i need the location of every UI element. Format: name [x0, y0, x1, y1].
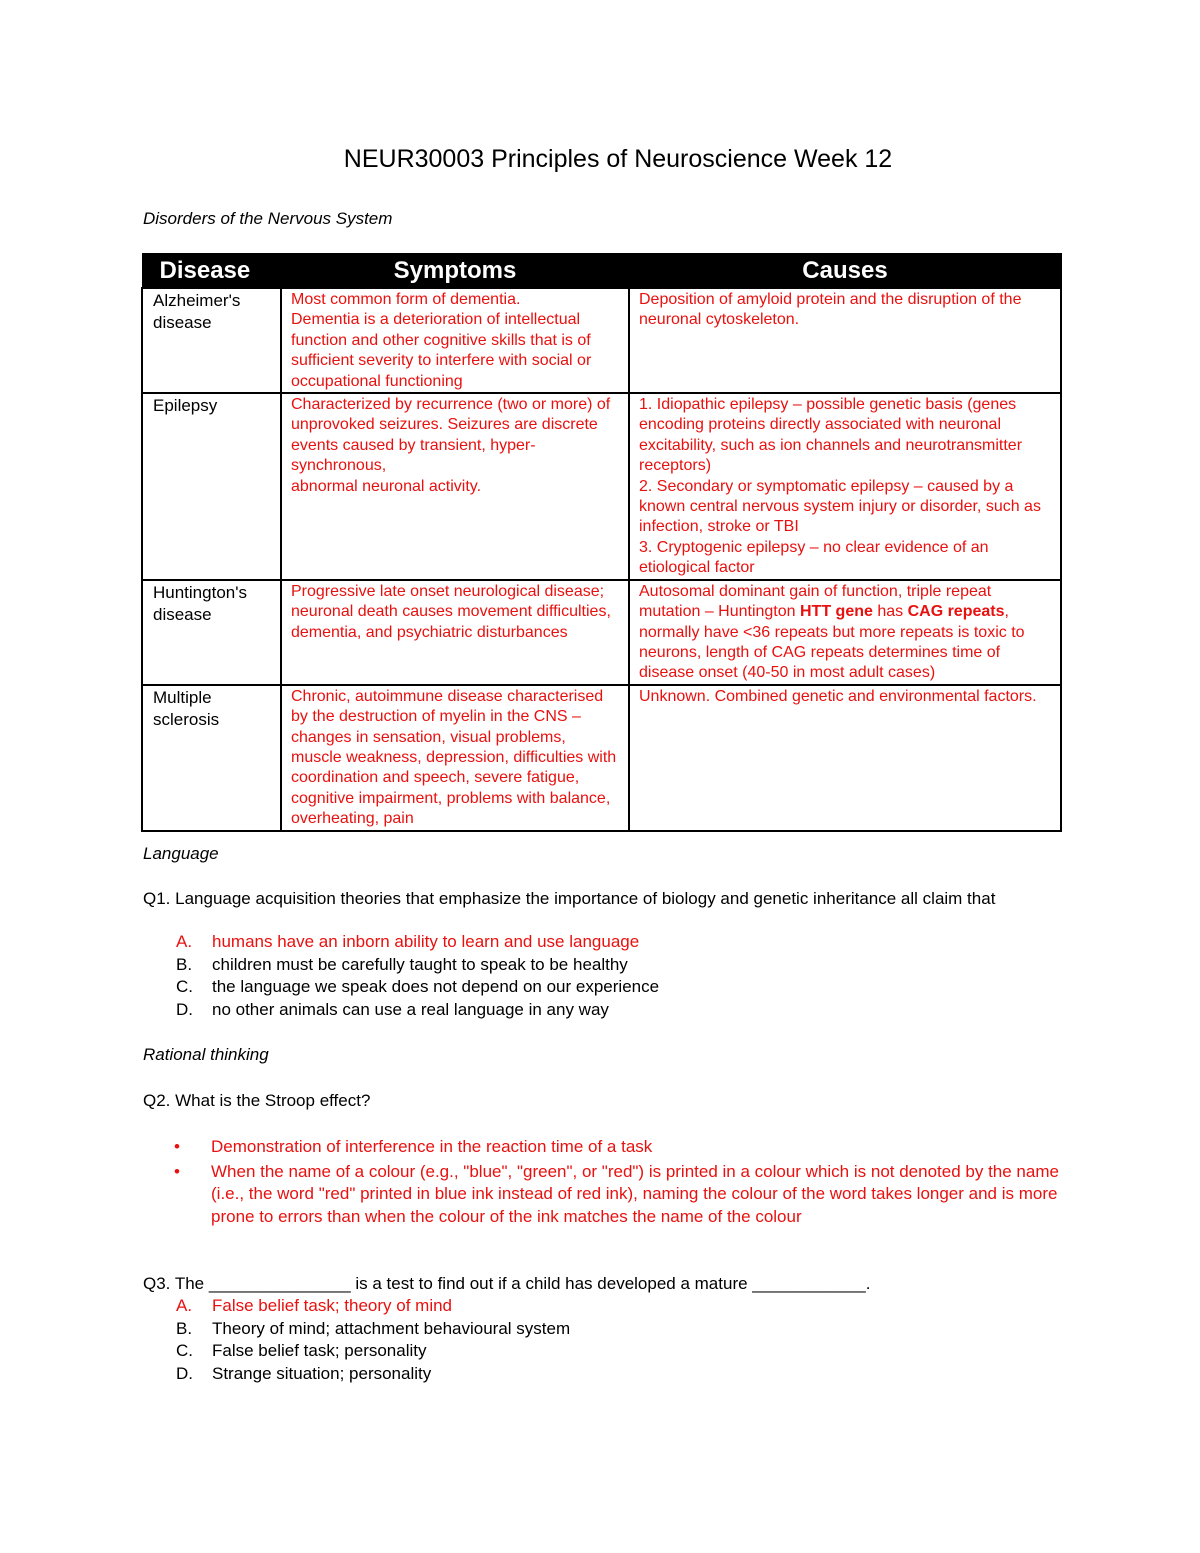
section-heading-disorders: Disorders of the Nervous System: [143, 209, 393, 228]
table-header-row: [142, 254, 1061, 289]
causes-bold-gene: HTT gene: [800, 603, 873, 621]
table-row: [142, 685, 1061, 831]
symptoms-cell: [281, 580, 629, 685]
symptoms-text: Progressive late onset neurological disease; neuronal death causes movement difficulties, dementia, and psychiatric disturbances: [291, 582, 611, 641]
option-text: Strange situation; personality: [212, 1364, 432, 1384]
option-b: [176, 954, 659, 977]
disorders-table: [141, 253, 1062, 832]
question-2: Q2. What is the Stroop effect?: [143, 1091, 371, 1110]
option-letter: B.: [176, 954, 193, 974]
option-text: children must be carefully taught to speak to be healthy: [212, 954, 628, 974]
header-symptoms: Symptoms: [281, 254, 629, 289]
option-a: [176, 931, 659, 954]
option-letter: C.: [176, 977, 193, 997]
symptoms-cell: [281, 685, 629, 831]
table-row: [142, 580, 1061, 685]
header-causes: Causes: [629, 254, 1061, 289]
table-row: [142, 288, 1061, 393]
question-1-options: [176, 931, 659, 1022]
option-text: no other animals can use a real language in any way: [212, 1000, 609, 1020]
causes-text-part: , normally have <36 repeats but more repeats is toxic to neurons, length of CAG repeats determines time of disease onset (40-50 in most adult cases): [639, 603, 1025, 682]
symptoms-text: Chronic, autoimmune disease characterised by the destruction of myelin in the CNS – changes in sensation, visual problems, muscle weakness, depression, difficulties with coordination and speech, severe fatigue, cognitive impairment, problems with balance, overheating, pain: [291, 687, 617, 828]
causes-cell: [629, 580, 1061, 685]
option-letter: D.: [176, 1364, 193, 1384]
causes-cell: [629, 685, 1061, 831]
question-2-answers: [174, 1136, 1074, 1231]
symptoms-text: Most common form of dementia. Dementia is a deterioration of intellectual function and other cognitive skills that is of sufficient severity to interfere with social or occupational functioning: [291, 291, 592, 390]
option-letter: D.: [176, 1000, 193, 1020]
causes-text: 1. Idiopathic epilepsy – possible genetic basis (genes encoding proteins directly associated with neuronal excitability, such as ion channels and neurotransmitter receptors) 2. Secondary or symptomatic epilepsy – caused by a known central nervous system injury or disorder, such as infection, stroke or TBI 3. Cryptogenic epilepsy – no clear evidence of an etiological factor: [639, 396, 1041, 577]
table-row: [142, 393, 1061, 580]
header-disease: Disease: [142, 254, 281, 289]
disease-name: Alzheimer's disease: [142, 288, 281, 393]
bullet-text: When the name of a colour (e.g., "blue", "green", or "red") is printed in a colour which is not denoted by the name (i.e., the word "red" printed in blue ink instead of red ink), naming the colour of the word takes longer and is more prone to errors than when the colour of the ink matches the name of the colour: [211, 1161, 1059, 1227]
option-text: False belief task; theory of mind: [212, 1296, 453, 1315]
option-c: [176, 1340, 570, 1363]
question-1: Q1. Language acquisition theories that emphasize the importance of biology and genetic inheritance all claim that: [143, 889, 996, 908]
symptoms-text: Characterized by recurrence (two or more) of unprovoked seizures. Seizures are discrete events caused by transient, hyper-synchronous, abnormal neuronal activity.: [291, 396, 611, 495]
bullet-text: Demonstration of interference in the reaction time of a task: [211, 1137, 653, 1156]
page-title: NEUR30003 Principles of Neuroscience Week 12: [343, 145, 893, 173]
option-text: humans have an inborn ability to learn and use language: [212, 932, 640, 951]
causes-bold-repeats: CAG repeats: [907, 603, 1005, 621]
option-letter: C.: [176, 1341, 193, 1361]
causes-text-part: has: [872, 603, 908, 621]
option-a: [176, 1295, 570, 1318]
answer-bullet: [174, 1136, 1074, 1159]
disease-name: Epilepsy: [142, 393, 281, 580]
causes-cell: [629, 393, 1061, 580]
causes-text: Unknown. Combined genetic and environmental factors.: [639, 687, 1037, 705]
option-letter: A.: [176, 1296, 193, 1315]
question-3-options: [176, 1295, 570, 1386]
bullet-icon: •: [174, 1161, 180, 1181]
option-letter: B.: [176, 1318, 193, 1338]
bullet-icon: •: [174, 1137, 180, 1156]
option-d: [176, 1363, 570, 1386]
disease-name: Huntington's disease: [142, 580, 281, 685]
causes-text: [639, 582, 1051, 684]
symptoms-cell: [281, 393, 629, 580]
section-heading-language: Language: [143, 844, 219, 863]
option-letter: A.: [176, 932, 193, 951]
answer-bullet: [174, 1161, 1074, 1229]
section-heading-rational-thinking: Rational thinking: [143, 1045, 269, 1064]
causes-text-part: Autosomal dominant gain of function, triple repeat mutation – Huntington: [639, 582, 992, 621]
option-text: Theory of mind; attachment behavioural system: [212, 1318, 571, 1338]
option-text: the language we speak does not depend on our experience: [212, 977, 660, 997]
question-3: Q3. The _______________ is a test to find out if a child has developed a mature ____________.: [143, 1274, 871, 1293]
causes-text: Deposition of amyloid protein and the disruption of the neuronal cytoskeleton.: [639, 291, 1022, 329]
disease-name: Multiple sclerosis: [142, 685, 281, 831]
symptoms-cell: [281, 288, 629, 393]
option-d: [176, 999, 659, 1022]
option-text: False belief task; personality: [212, 1341, 427, 1361]
option-b: [176, 1318, 570, 1341]
causes-cell: [629, 288, 1061, 393]
option-c: [176, 976, 659, 999]
